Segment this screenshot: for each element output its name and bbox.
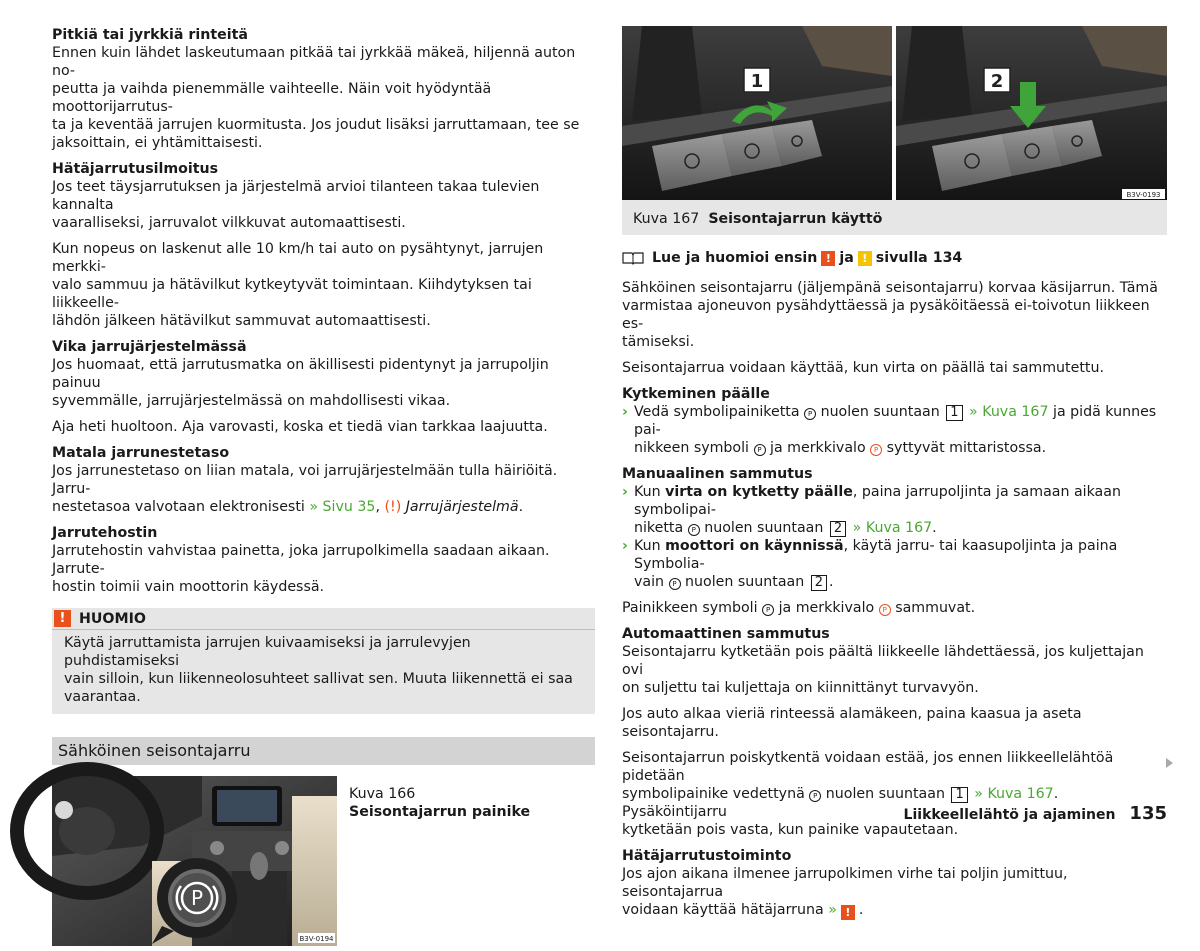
text-line: vain silloin, kun liikenneolosuhteet sallivat sen. Muuta liikennettä ei saa [64, 671, 573, 687]
warning-icon: ! [54, 610, 71, 627]
bullet-text [634, 537, 1167, 591]
text-span: nuolen suuntaan [699, 520, 828, 536]
text-span: . [932, 520, 937, 536]
parking-brake-icon: P [809, 790, 821, 802]
text-span: nestetasoa valvotaan elektronisesti [52, 499, 310, 515]
figure-166 [52, 776, 595, 946]
text-line [622, 901, 1167, 920]
page-link[interactable]: » Sivu 35 [309, 499, 376, 515]
read-first-page[interactable]: sivulla 134 [875, 250, 963, 266]
text-line: Jos ajon aikana ilmenee jarrupolkimen virhe tai poljin jumittuu, seisontajarrua [622, 866, 1068, 900]
parking-brake-icon: P [669, 578, 681, 590]
text-span: , [375, 499, 385, 515]
heading-switch-on: Kytkeminen päälle [622, 386, 770, 402]
figure-link[interactable]: » Kuva 167 [969, 404, 1049, 420]
read-first-line [622, 249, 1167, 267]
text-line: ta ja keventää jarrujen kuormitusta. Jos joudut lisäksi jarruttamaan, tee se [52, 117, 580, 133]
section-brake-fault [52, 338, 595, 410]
paragraph-prevent-release [622, 749, 1167, 839]
text-span: nikkeen symboli [634, 440, 754, 456]
section-emergency-brake-signal [52, 160, 595, 232]
text-span: nuolen suuntaan [816, 404, 945, 420]
list-item [622, 403, 1167, 457]
figure-code: B3V-0193 [1126, 191, 1161, 199]
text-line: Aja heti huoltoon. Aja varovasti, koska et tiedä vian tarkkaa laajuutta. [52, 419, 548, 435]
text-line: Jos teet täysjarrutuksen ja järjestelmä arvioi tilanteen takaa tulevien kannalta [52, 179, 540, 213]
text-span: vain [634, 574, 669, 590]
text-bold: moottori on käynnissä [665, 538, 844, 554]
figure-callout-ref: 2 [811, 575, 827, 591]
chapter-title: Liikkeellelähtö ja ajaminen [903, 807, 1116, 823]
text-line: Jarrutehostin vahvistaa painetta, joka jarrupolkimella saadaan aikaan. Jarrute- [52, 543, 550, 577]
text-span: Kun [634, 538, 666, 554]
book-icon [622, 251, 644, 265]
text-line: hostin toimii vain moottorin käydessä. [52, 579, 325, 595]
text-span: Vedä symbolipainiketta [634, 404, 805, 420]
caution-title: HUOMIO [79, 610, 146, 627]
text-line: Seisontajarrun poiskytkentä voidaan estää, jos ennen liikkeellelähtöä pidetään [622, 750, 1114, 784]
figure-link[interactable]: » Kuva 167 [974, 786, 1054, 802]
paragraph-intro [622, 279, 1167, 351]
chevron-right-icon: › [622, 538, 628, 554]
text-span: niketta [634, 520, 688, 536]
read-first-and: ja [839, 250, 854, 266]
text-span: . [858, 902, 864, 918]
text-span: syttyvät mittaristossa. [882, 440, 1047, 456]
read-first-text: Lue ja huomioi ensin [652, 250, 818, 266]
heading-brake-fault: Vika jarrujärjestelmässä [52, 339, 247, 355]
text-span: ja pidä kunnes pai- [634, 404, 1157, 438]
text-span: , paina jarrupoljinta ja samaan aikaan symbolipai- [634, 484, 1121, 518]
heading-auto-off: Automaattinen sammutus [622, 626, 830, 642]
heading-manual-off: Manuaalinen sammutus [622, 466, 813, 482]
figure-callout-ref: 2 [830, 521, 846, 537]
text-line: Seisontajarrua voidaan käyttää, kun virta on päällä tai sammutettu. [622, 360, 1104, 376]
chevron-right-icon: › [622, 484, 628, 500]
section-manual-off [622, 465, 1167, 591]
text-line: Jos huomaat, että jarrutusmatka on äkillisesti pidentynyt ja jarrupoljin painuu [52, 357, 549, 391]
page-number: 135 [1129, 803, 1167, 824]
text-line: Sähköinen seisontajarru (jäljempänä seisontajarru) korvaa käsijarrun. Tämä [622, 280, 1158, 296]
text-line: syvemmälle, jarrujärjestelmässä on mahdollisesti vikaa. [52, 393, 451, 409]
figure-callout-ref: 1 [946, 405, 962, 421]
caption-title: Seisontajarrun painike [349, 804, 531, 820]
text-line: lähdön jälkeen hätävilkut sammuvat automaattisesti. [52, 313, 431, 329]
text-line: kytketään pois vasta, kun painike vapautetaan. [622, 822, 959, 838]
section-switch-on [622, 385, 1167, 457]
section-brake-booster [52, 524, 595, 596]
section-low-brake-fluid [52, 444, 595, 516]
parking-brake-icon: P [754, 444, 766, 456]
brake-operation-illustration [622, 26, 1167, 200]
brake-system-ref: Jarrujärjestelmä [405, 499, 519, 515]
figure-167 [622, 26, 1167, 235]
text-span: sammuvat. [890, 600, 976, 616]
paragraph-speed-below [52, 240, 595, 330]
text-bold: virta on kytketty päälle [665, 484, 853, 500]
heading-long-slopes: Pitkiä tai jyrkkiä rinteitä [52, 27, 248, 43]
text-span: nuolen suuntaan [821, 786, 950, 802]
right-column [622, 26, 1167, 928]
bullet-text [634, 483, 1167, 537]
text-span: ja merkkivalo [774, 600, 879, 616]
caption-167 [633, 210, 882, 228]
parking-brake-icon: P [804, 408, 816, 420]
text-span: Painikkeen symboli [622, 600, 763, 616]
paragraph-symbol-off [622, 599, 1167, 617]
chevron-right-icon: › [622, 404, 628, 420]
text-span: symbolipainike vedettynä [622, 786, 810, 802]
parking-brake-button-photo [52, 776, 337, 946]
page-footer [904, 805, 1167, 824]
text-span: voidaan käyttää hätäjarruna [622, 902, 829, 918]
heading-low-brake-fluid: Matala jarrunestetaso [52, 445, 230, 461]
section-auto-off [622, 625, 1167, 697]
section-long-slopes [52, 26, 595, 152]
text-line: tämiseksi. [622, 334, 695, 350]
text-line: Kun nopeus on laskenut alle 10 km/h tai auto on pysähtynyt, jarrujen merkki- [52, 241, 544, 275]
figure-callout-ref: 1 [951, 787, 967, 803]
paragraph-drive-to-service [52, 418, 595, 436]
callout-1: 1 [750, 71, 764, 92]
text-line [52, 498, 595, 516]
car-interior-illustration [52, 776, 337, 946]
section-title-bar: Sähköinen seisontajarru [52, 737, 595, 765]
text-line: Jos jarrunestetaso on liian matala, voi jarrujärjestelmään tulla häiriöitä. Jarru- [52, 463, 558, 497]
heading-brake-booster: Jarrutehostin [52, 525, 158, 541]
parking-brake-warning-light-icon: P [870, 444, 882, 456]
text-span: . [518, 499, 524, 515]
caution-icon: ! [858, 251, 872, 266]
paragraph-rolling [622, 705, 1167, 741]
warning-link[interactable]: » [828, 902, 837, 918]
p-symbol-glyph: P [190, 886, 204, 910]
caption-166 [349, 785, 530, 821]
text-line: vaarantaa. [64, 689, 141, 705]
brake-warning-icon: (!) [384, 499, 402, 515]
warning-icon: ! [841, 905, 855, 920]
caution-box [52, 608, 595, 714]
caption-number: Kuva 167 [633, 211, 700, 227]
parking-brake-icon: P [688, 524, 700, 536]
paragraph-intro-2 [622, 359, 1167, 377]
text-span: , käytä jarru- tai kaasupoljinta ja paina Symbolia- [634, 538, 1118, 572]
text-line [622, 599, 1167, 617]
bullet-text [634, 403, 1167, 457]
text-line: Seisontajarru kytketään pois päältä liikkeelle lähdettäessä, jos kuljettajan ovi [622, 644, 1144, 678]
figure-code: B3V-0194 [299, 935, 334, 943]
left-column [52, 26, 595, 946]
text-line: Ennen kuin lähdet laskeutumaan pitkää tai jyrkkää mäkeä, hiljennä auton no- [52, 45, 576, 79]
callout-2: 2 [990, 71, 1004, 92]
text-span: . [829, 574, 834, 590]
figure-link[interactable]: » Kuva 167 [852, 520, 933, 536]
text-line: Jos auto alkaa vieriä rinteessä alamäkeen, paina kaasua ja aseta seisontajarru. [622, 706, 1082, 740]
heading-emergency-brake-signal: Hätäjarrutusilmoitus [52, 161, 219, 177]
warning-icon: ! [821, 251, 835, 266]
parking-brake-icon: P [762, 604, 774, 616]
caption-title: Seisontajarrun käyttö [708, 211, 883, 227]
section-emergency-braking [622, 847, 1167, 920]
next-page-arrow-icon[interactable] [1166, 758, 1173, 768]
text-line: on suljettu tai kuljettaja on kiinnittänyt turvavyön. [622, 680, 979, 696]
text-span: Kun [634, 484, 666, 500]
caption-number: Kuva 166 [349, 786, 416, 802]
text-line: varmistaa ajoneuvon pysähdyttäessä ja pysäköitäessä ei-toivotun liikkeen es- [622, 298, 1150, 332]
caution-header [52, 608, 595, 630]
parking-brake-warning-light-icon: P [879, 604, 891, 616]
text-line: valo sammuu ja hätävilkut kytkeytyvät toimintaan. Kiihdytyksen tai liikkeelle- [52, 277, 532, 311]
text-span: ja merkkivalo [765, 440, 871, 456]
text-span: . Pysäköintijarru [622, 786, 1059, 820]
text-span: nuolen suuntaan [680, 574, 809, 590]
heading-emergency-braking: Hätäjarrutustoiminto [622, 848, 792, 864]
text-line: vaaralliseksi, jarruvalot vilkkuvat automaattisesti. [52, 215, 406, 231]
text-line: Käytä jarruttamista jarrujen kuivaamiseksi ja jarrulevyjen puhdistamiseksi [64, 635, 471, 669]
list-item [622, 537, 1167, 591]
parking-brake-operation-photo [622, 26, 1167, 200]
caution-body [52, 630, 595, 714]
list-item [622, 483, 1167, 537]
text-line: jaksoittain, ei yhtämittaisesti. [52, 135, 263, 151]
text-line: peutta ja vaihda pienemmälle vaihteelle. Näin voit hyödyntää moottorijarrutus- [52, 81, 492, 115]
